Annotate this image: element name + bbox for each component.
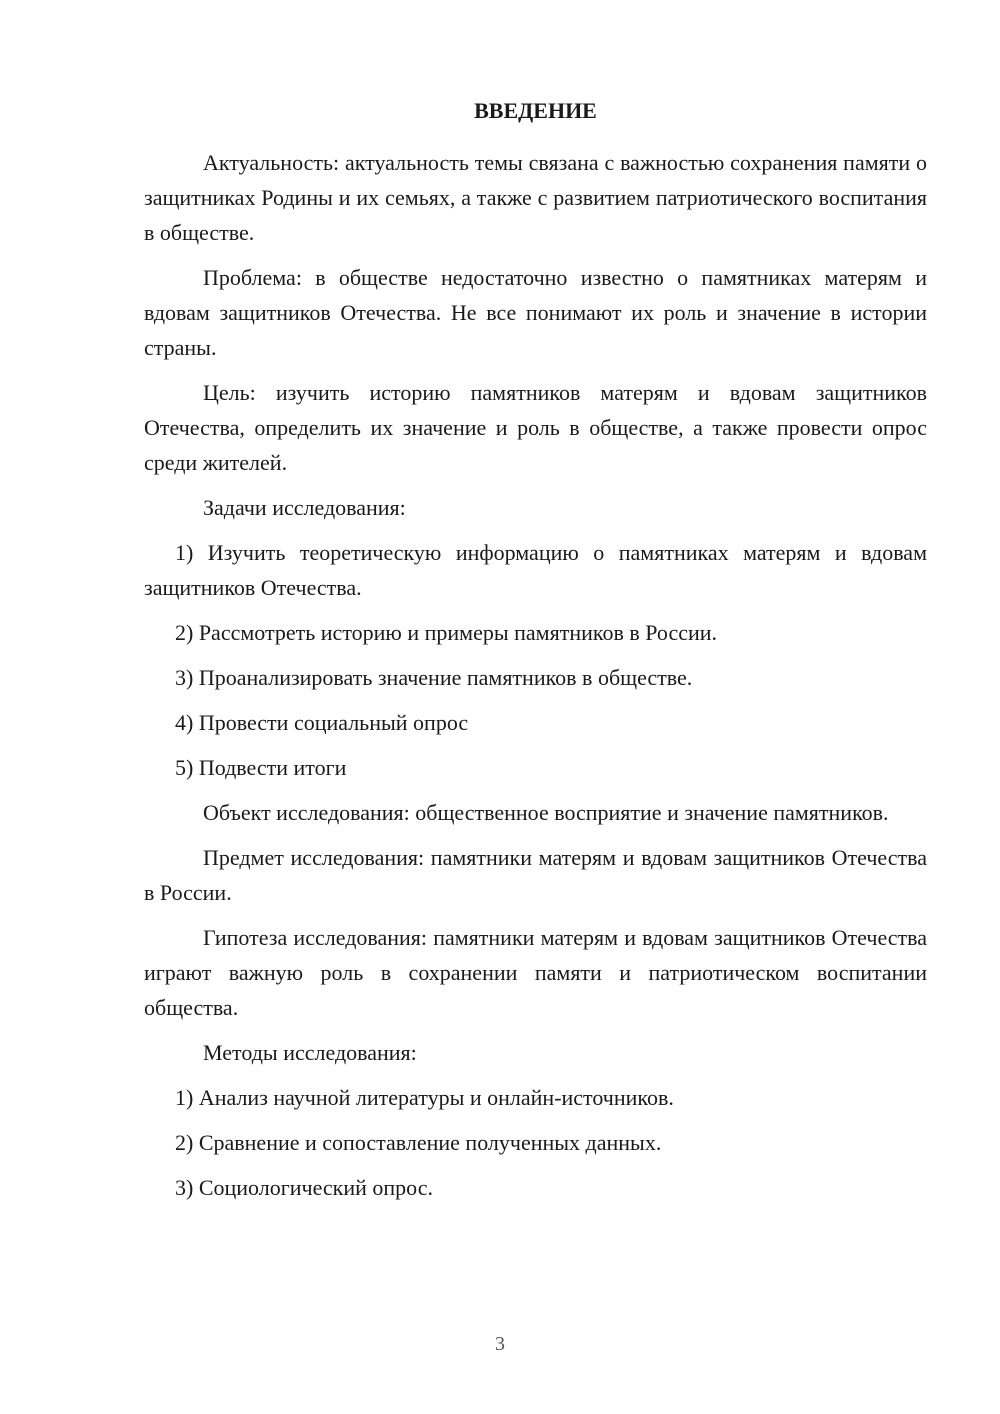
spacer (144, 127, 927, 145)
page-number: 3 (495, 1333, 505, 1355)
spacer (144, 740, 927, 750)
section-title: ВВЕДЕНИЕ (474, 98, 597, 123)
spacer (144, 525, 927, 535)
methods-heading: Методы исследования: (203, 1040, 417, 1065)
spacer (144, 1070, 927, 1080)
spacer (144, 365, 927, 375)
task-item: 5) Подвести итоги (175, 755, 347, 780)
spacer (144, 695, 927, 705)
task-item: 4) Провести социальный опрос (175, 710, 469, 735)
spacer (144, 1115, 927, 1125)
tasks-heading: Задачи исследования: (203, 495, 406, 520)
spacer (144, 250, 927, 260)
relevance-paragraph: Актуальность: актуальность темы связана с важностью сохранения памяти о защитниках Родины и их семьях, а также с развитием патриотического воспитания в обществе. (144, 150, 927, 245)
method-item: 1) Анализ научной литературы и онлайн-источников. (175, 1085, 674, 1110)
task-item: 2) Рассмотреть историю и примеры памятников в России. (175, 620, 718, 645)
object-paragraph: Объект исследования: общественное восприятие и значение памятников. (203, 800, 889, 825)
goal-paragraph: Цель: изучить историю памятников матерям и вдовам защитников Отечества, определить их значение и роль в обществе, а также провести опрос среди жителей. (144, 380, 927, 475)
spacer (144, 650, 927, 660)
task-item: 1) Изучить теоретическую информацию о памятниках матерям и вдовам защитников Отечества. (144, 540, 927, 600)
spacer (144, 1160, 927, 1170)
document-page (144, 95, 927, 1205)
problem-paragraph: Проблема: в обществе недостаточно известно о памятниках матерям и вдовам защитников Отечества. Не все понимают их роль и значение в истории страны. (144, 265, 927, 360)
method-item: 3) Социологический опрос. (175, 1175, 433, 1200)
spacer (144, 1025, 927, 1035)
spacer (144, 480, 927, 490)
subject-paragraph: Предмет исследования: памятники матерям и вдовам защитников Отечества в России. (144, 845, 927, 905)
spacer (144, 785, 927, 795)
method-item: 2) Сравнение и сопоставление полученных данных. (175, 1130, 662, 1155)
task-item: 3) Проанализировать значение памятников в обществе. (175, 665, 693, 690)
spacer (144, 830, 927, 840)
spacer (144, 605, 927, 615)
spacer (144, 910, 927, 920)
hypothesis-paragraph: Гипотеза исследования: памятники матерям и вдовам защитников Отечества играют важную роль в сохранении памяти и патриотическом воспитании общества. (144, 925, 927, 1020)
